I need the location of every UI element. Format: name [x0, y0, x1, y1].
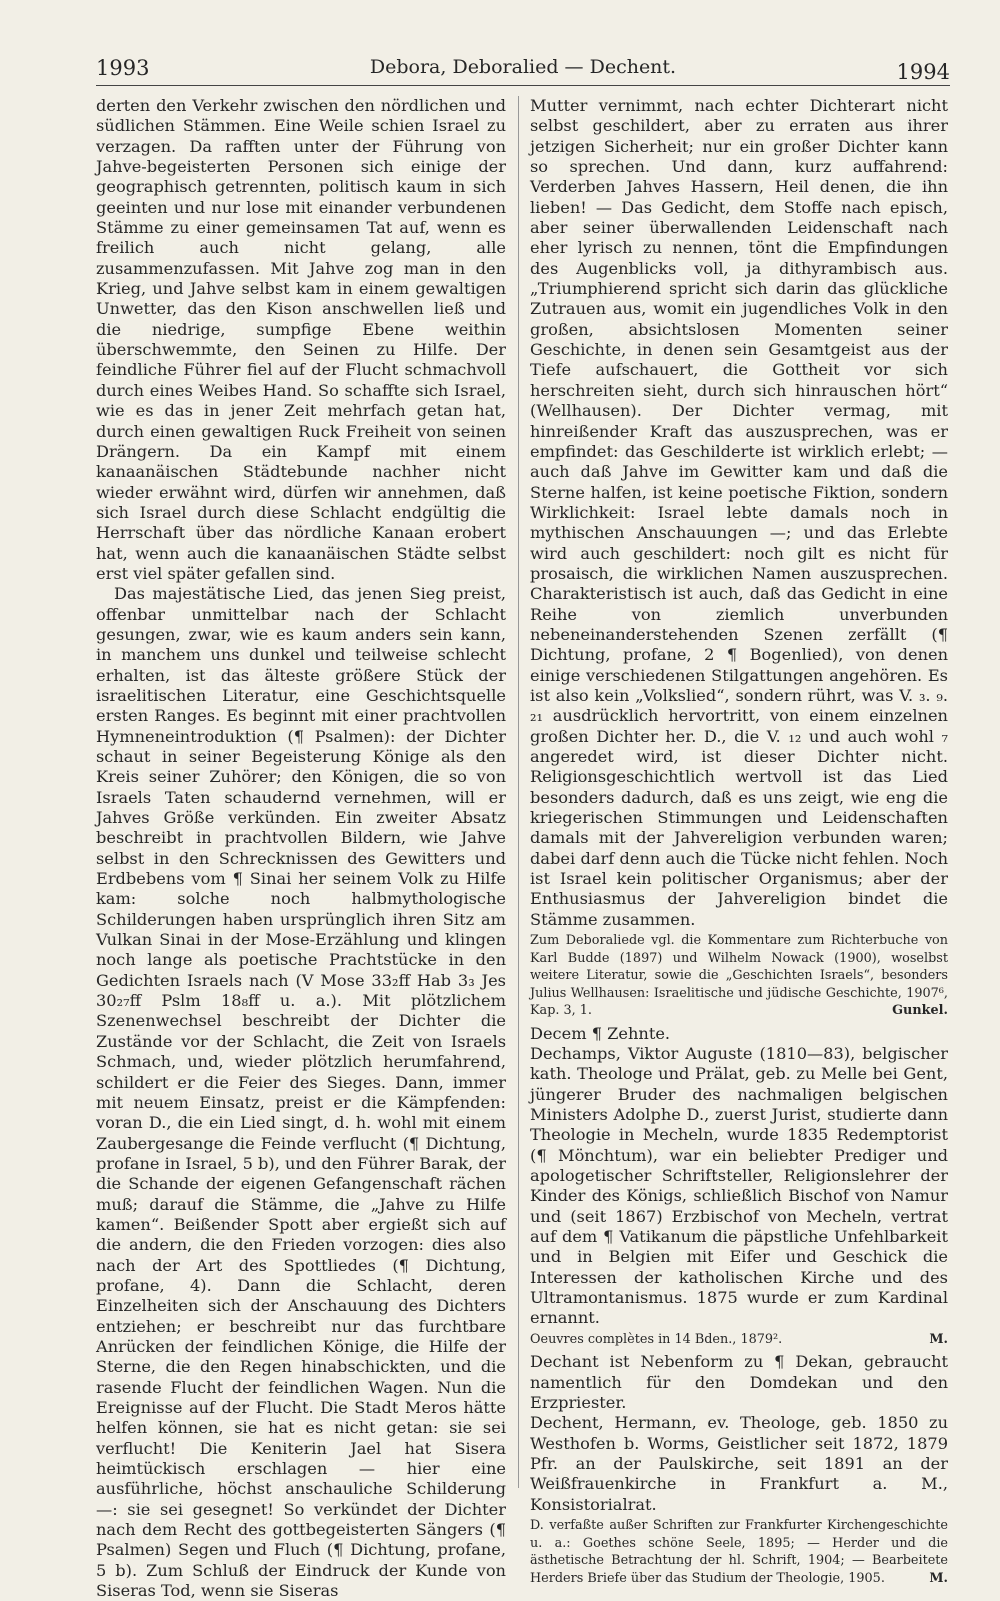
reference-text: Oeuvres complètes in 14 Bden., 1879². — [530, 1331, 783, 1347]
header-rule — [96, 85, 950, 86]
left-column — [96, 96, 506, 1601]
reference-note — [530, 1517, 948, 1587]
reference-note — [530, 1331, 948, 1349]
entry-decem: Decem ¶ Zehnte. — [530, 1023, 671, 1043]
paragraph: derten den Verkehr zwischen den nördlichen und südlichen Stämmen. Eine Weile schien Israel zu verzagen. Da rafften unter der Führung von Jahve-begeisterten Personen sich einige der geographisch getrennten, politisch kaum in sich geeinten und nur lose mit einander verbundenen Stämme zu einer gemeinsamen Tat auf, wenn es freilich auch nicht gelang, alle zusammenzufassen. Mit Jahve zog man in den Krieg, und Jahve selbst kam in einem gewaltigen Unwetter, das den Kison anschwellen ließ und die niedrige, sumpfige Ebene weithin überschwemmte, den Seinen zu Hilfe. Der feindliche Führer fiel auf der Flucht schmachvoll durch eines Weibes Hand. So schaffte sich Israel, wie es das in jener Zeit mehrfach getan hat, durch einen gewaltigen Ruck Freiheit von seinen Drängern. Da ein Kampf mit einem kanaanäischen Städtebunde nachher nicht wieder erwähnt wird, dürfen wir annehmen, daß sich Israel durch diese Schlacht endgültig die Herrschaft über das nördliche Kanaan erobert hat, wenn auch die kanaanäischen Städte selbst erst viel später gefallen sind. — [96, 96, 506, 583]
entry-dechent: Dechent, Hermann, ev. Theologe, geb. 1850 zu Westhofen b. Worms, Geistlicher seit 1872, 1879 Pfr. an der Paulskirche, seit 1891 an der Weißfrauenkirche in Frankfurt a. M., Konsistorialrat. — [530, 1413, 948, 1514]
entry-dechant: Dechant ist Nebenform zu ¶ Dekan, gebraucht namentlich für den Domdekan und den Erzpriester. — [530, 1352, 948, 1412]
entry-dechamps: Dechamps, Viktor Auguste (1810—83), belgischer kath. Theologe und Prälat, geb. zu Melle bei Gent, jüngerer Bruder des nachmaligen belgischen Ministers Adolphe D., zuerst Jurist, studierte dann Theologie in Mecheln, wurde 1835 Redemptorist (¶ Mönchtum), war ein beliebter Prediger und apologetischer Schriftsteller, Religionslehrer der Kinder des Königs, schließlich Bischof von Namur und (seit 1867) Erzbischof von Mecheln, vertrat auf dem ¶ Vatikanum die päpstliche Unfehlbarkeit und in Belgien mit Eifer und Geschick die Interessen der katholischen Kirche und des Ultramontanismus. 1875 wurde er zum Kardinal ernannt. — [530, 1043, 948, 1328]
page-number-right: 1994 — [896, 60, 950, 84]
reference-text: D. verfaßte außer Schriften zur Frankfurter Kirchengeschichte u. a.: Goethes schöne Seele, 1895; — Herder und die ästhetische Betrachtung der hl. Schrift, 1904; — Bearbeitete Herders Briefe über das Studium der Theologie, 1905. — [530, 1518, 948, 1586]
right-column — [530, 96, 948, 1591]
running-title: Debora, Deboralied — Dechent. — [369, 56, 677, 78]
reference-text: Zum Deboraliede vgl. die Kommentare zum Richterbuche von Karl Budde (1897) und Wilhelm Nowack (1900), woselbst weitere Literatur, sowie die „Geschichten Israels“, besonders Julius Wellhausen: Israelitische und jüdische Geschichte, 1907⁶, Kap. 3, 1. — [530, 933, 948, 1019]
author-signature: M. — [929, 1331, 948, 1347]
author-signature: M. — [929, 1570, 948, 1586]
reference-note — [530, 932, 948, 1020]
page-header — [96, 52, 950, 86]
paragraph: Das majestätische Lied, das jenen Sieg preist, offenbar unmittelbar nach der Schlacht gesungen, zwar, wie es kaum anders sein kann, in manchem uns dunkel und teilweise schlecht erhalten, ist das älteste größere Stück der israelitischen Literatur, eine Geschichtsquelle ersten Ranges. Es beginnt mit einer prachtvollen Hymneneintroduktion (¶ Psalmen): der Dichter schaut in seiner Begeisterung Könige als den Kreis seiner Zuhörer; den Königen, die so von Israels Taten schaudernd vernehmen, will er Jahves Größe verkünden. Ein zweiter Absatz beschreibt in prachtvollen Bildern, wie Jahve selbst in den Schrecknissen des Gewitters und Erdbebens vom ¶ Sinai her seinem Volk zu Hilfe kam: solche noch halbmythologische Schilderungen haben ursprünglich ihren Sitz am Vulkan Sinai in der Mose-Erzählung und klingen noch lange als poetische Prachtstücke in den Gedichten Israels nach (V Mose 33₂ff Hab 3₃ Jes 30₂₇ff Pslm 18₈ff u. a.). Mit plötzlichem Szenenwechsel beschreibt der Dichter die Zustände vor der Schlacht, die Zeit von Israels Schmach, und, wieder plötzlich herumfahrend, schildert er die Feier des Sieges. Dann, immer mit neuem Einsatz, preist er die Kämpfenden: voran D., die ein Lied singt, d. h. wohl mit einem Zaubergesange die Feinde verflucht (¶ Dichtung, profane in Israel, 5 b), und den Führer Barak, der die Schande der eigenen Gefangenschaft rächen muß; darauf die Stämme, die „Jahve zu Hilfe kamen“. Beißender Spott aber ergießt sich auf die andern, die den Frieden vorzogen: dies also nach der Art des Spottliedes (¶ Dichtung, profane, 4). Dann die Schlacht, deren Einzelheiten sich der Anschauung des Dichters entziehen; er beschreibt nur das furchtbare Anrücken der feindlichen Könige, die Hilfe der Sterne, die den Regen hinabschickten, und die rasende Flucht der feindlichen Wagen. Nun die Ereignisse auf der Flucht. Die Stadt Meros hätte helfen können, sie hat es nicht getan: sie sei verflucht! Die Keniterin Jael hat Sisera heimtückisch erschlagen — hier eine ausführliche, höchst anschauliche Schilderung —: sie sei gesegnet! So verkündet der Dichter nach dem Recht des gottbegeisterten Sängers (¶ Psalmen) Segen und Fluch (¶ Dichtung, profane, 5 b). Zum Schluß der Eindruck der Kunde von Siseras Tod, wenn sie Siseras — [96, 584, 506, 1601]
page-number-left: 1993 — [96, 56, 150, 80]
author-signature: Gunkel. — [892, 1003, 948, 1019]
paragraph: Mutter vernimmt, nach echter Dichterart nicht selbst geschildert, aber zu erraten aus ihrer jetzigen Sicherheit; nur ein großer Dichter kann so sprechen. Und dann, kurz auffahrend: Verderben Jahves Hassern, Heil denen, die ihn lieben! — Das Gedicht, dem Stoffe nach episch, aber seiner überwallenden Leidenschaft nach eher lyrisch zu nennen, tönt die Empfindungen des Augenblicks voll, ja dithyrambisch aus. „Triumphierend spricht sich darin das glückliche Zutrauen aus, womit ein jugendliches Volk in den großen, absichtslosen Momenten seiner Geschichte, in denen sein Gesamtgeist aus der Tiefe aufschauert, die Gottheit vor sich herschreiten sieht, durch sich hinrauschen hört“ (Wellhausen). Der Dichter vermag, mit hinreißender Kraft das auszusprechen, was er empfindet: das Geschilderte ist wirklich erlebt; — auch daß Jahve im Gewitter kam und daß die Sterne halfen, ist keine poetische Fiktion, sondern Wirklichkeit: Israel lebte damals noch in mythischen Anschauungen —; und das Erlebte wird auch geschildert: noch gilt es nicht für prosaisch, die wirklichen Namen auszusprechen. Charakteristisch ist auch, daß das Gedicht in eine Reihe von ziemlich unverbunden nebeneinanderstehenden Szenen zerfällt (¶ Dichtung, profane, 2 ¶ Bogenlied), von denen einige verschiedenen Stilgattungen angehören. Es ist also kein „Volkslied“, sondern rührt, was V. ₃. ₉. ₂₁ ausdrücklich hervortritt, von einem einzelnen großen Dichter her. D., die V. ₁₂ und auch wohl ₇ angeredet wird, ist dieser Dichter nicht. Religionsgeschichtlich wertvoll ist das Lied besonders dadurch, daß es uns zeigt, wie eng die kriegerischen Stimmungen und Leidenschaften damals mit der Jahvereligion verbunden waren; dabei darf denn auch die Tücke nicht fehlen. Noch ist Israel kein politischer Organismus; aber der Enthusiasmus der Jahvereligion bindet die Stämme zusammen. — [530, 96, 948, 929]
column-divider — [518, 96, 519, 1488]
